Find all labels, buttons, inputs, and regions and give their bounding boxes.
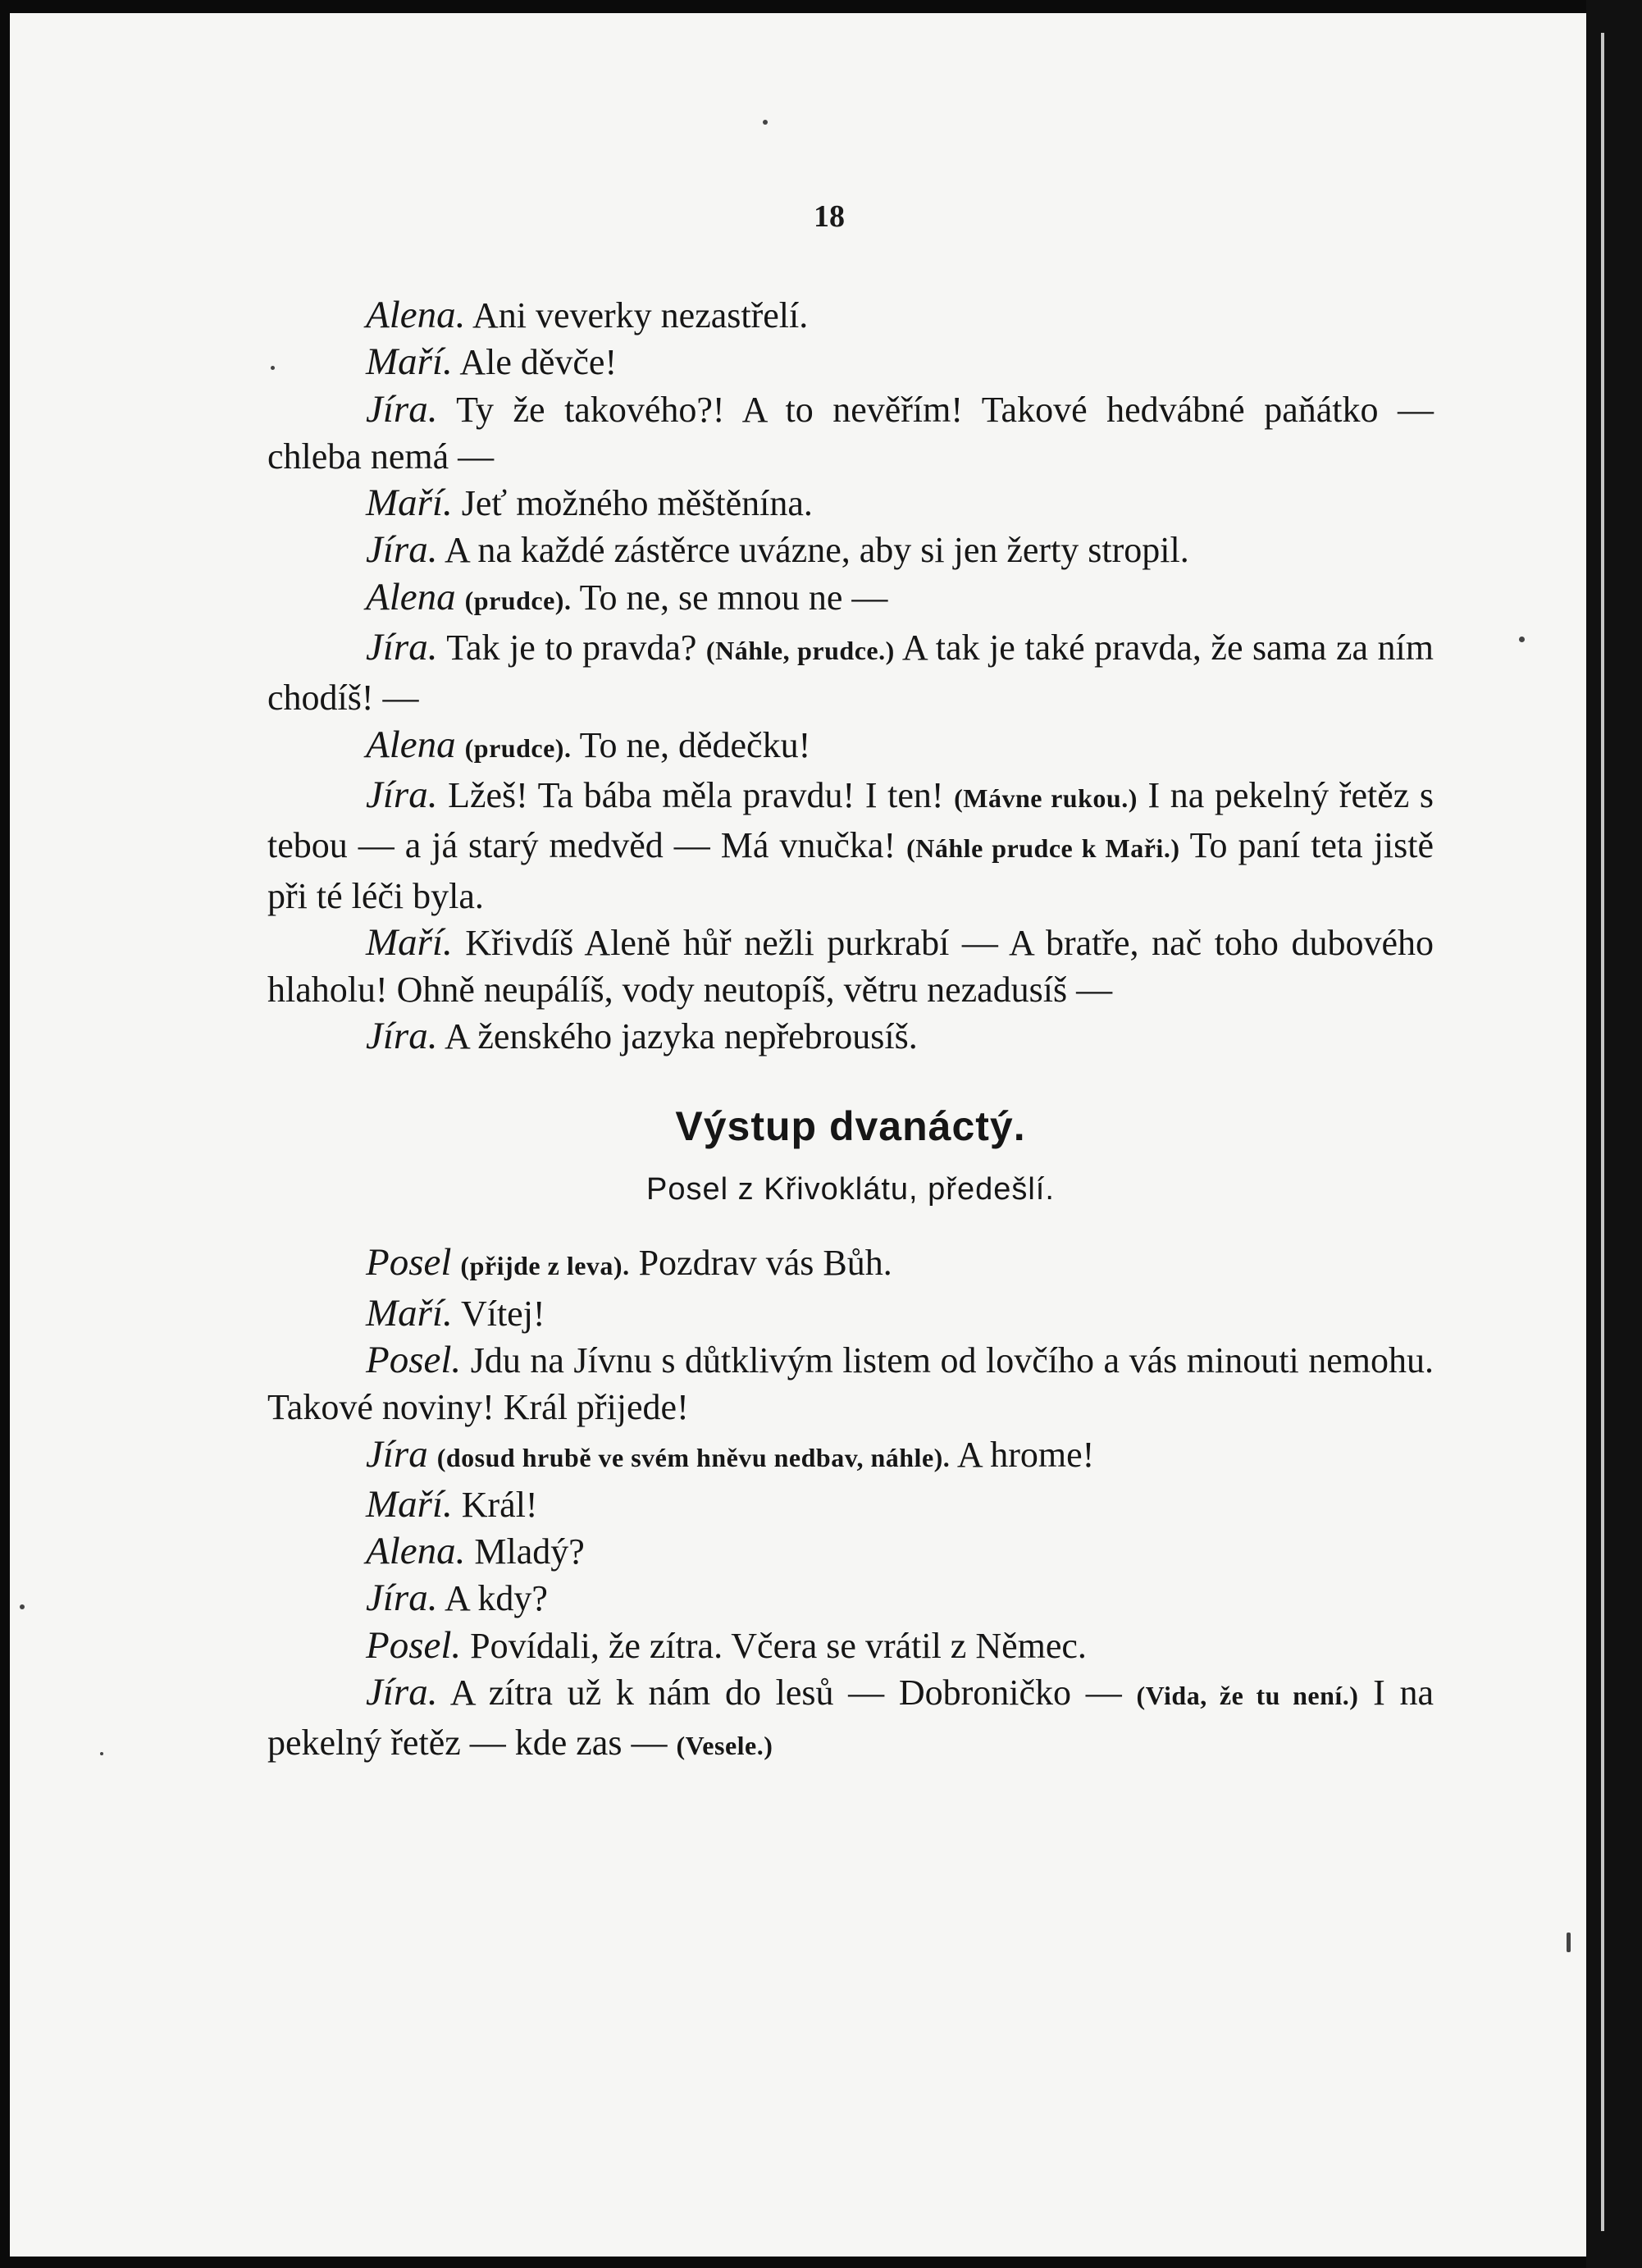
line-text: To ne, se mnou ne —: [571, 577, 888, 618]
speaker-name: Posel.: [366, 1338, 462, 1381]
dialogue-line: [267, 624, 1434, 722]
dialogue-line: [267, 772, 1434, 920]
dialogue-line: [267, 1290, 1434, 1337]
dialogue-line: [267, 1575, 1434, 1622]
dialogue-line: [267, 1013, 1434, 1060]
speaker-name: Jíra.: [366, 387, 438, 431]
line-text: Jeť možného měštěnína.: [452, 483, 813, 524]
dialogue-line: [267, 1239, 1434, 1289]
line-text: A na každé zástěrce uvázne, aby si jen žerty stropil.: [437, 530, 1189, 571]
dialogue-line: [267, 339, 1434, 386]
stage-direction: (prudce).: [464, 585, 572, 615]
line-text: A zítra už k nám do lesů — Dobroničko —: [437, 1672, 1122, 1714]
speaker-name: Jíra.: [366, 773, 438, 816]
print-speck: [1567, 1933, 1571, 1952]
line-text: Ale děvče!: [452, 342, 618, 383]
dialogue-line: [267, 1431, 1434, 1481]
page-edge-line: [1601, 33, 1604, 2231]
stage-direction: (Náhle, prudce.): [705, 636, 895, 666]
dialogue-line: [267, 574, 1434, 624]
line-text: Jdu na Jívnu s důtklivým listem od lovčího a vás minouti nemohu. Takové noviny! Král přijede!: [267, 1339, 1434, 1428]
dialogue-line: [267, 1669, 1434, 1770]
scene-characters: Posel z Křivoklátu, předešlí.: [646, 1172, 1055, 1207]
line-text: Ty že takového?! A to nevěřím! Takové hedvábné paňátko — chleba nemá —: [267, 389, 1434, 477]
line-text: Vítej!: [452, 1293, 545, 1334]
line-text: Král!: [452, 1484, 538, 1525]
line-text: A hrome!: [950, 1434, 1095, 1475]
line-text: A ženského jazyka nepřebrousíš.: [437, 1016, 918, 1057]
print-speck: [100, 1752, 103, 1755]
stage-direction: (Vida, že tu není.): [1136, 1681, 1359, 1711]
stage-direction: (Vesele.): [676, 1731, 773, 1761]
line-text: Mladý?: [465, 1531, 585, 1572]
speaker-name: Maří.: [366, 920, 453, 964]
line-text: I na pekelný řetěz s tebou — a já starý medvěd — Má vnučka!: [267, 774, 1434, 866]
stage-direction: (Náhle prudce k Maři.): [906, 833, 1180, 864]
scan-edge: [1586, 0, 1642, 2268]
line-text: Tak je to pravda?: [437, 627, 697, 669]
dialogue-line: [267, 386, 1434, 481]
speaker-name: Jíra.: [366, 1015, 438, 1058]
speaker-name: Alena.: [366, 294, 466, 336]
dialogue-line: [267, 527, 1434, 573]
line-text: Povídali, že zítra. Včera se vrátil z Němec.: [461, 1625, 1087, 1666]
page-number: 18: [814, 199, 845, 234]
speaker-name: Maří.: [366, 1482, 453, 1526]
line-text: A tak je také pravda, že sama za ním chodíš! —: [267, 627, 1434, 719]
line-text: Křivdíš Aleně hůř nežli purkrabí — A bratře, nač toho dubového hlaholu! Ohně neupálíš, vody neutopíš, větru nezadusíš —: [267, 922, 1434, 1011]
speaker-name: Jíra.: [366, 1577, 438, 1620]
speaker-name: Jíra.: [366, 528, 438, 572]
speaker-name: Posel.: [366, 1623, 462, 1667]
scene-heading: Výstup dvanáctý.: [675, 1102, 1026, 1149]
speaker-name: Posel: [366, 1241, 452, 1285]
print-speck: [20, 1604, 25, 1609]
dialogue-line: [267, 480, 1434, 527]
dialogue-line: [267, 722, 1434, 772]
line-text: A kdy?: [437, 1578, 548, 1619]
speaker-name: Maří.: [366, 340, 453, 384]
speaker-name: Maří.: [366, 1291, 453, 1335]
dialogue-line: [267, 1337, 1434, 1431]
speaker-name: Jíra.: [366, 1671, 438, 1714]
speaker-name: Maří.: [366, 481, 453, 525]
stage-direction: (prudce).: [464, 732, 572, 763]
speaker-name: Jíra: [366, 1432, 428, 1476]
print-speck: [1519, 637, 1525, 642]
print-speck: [763, 120, 768, 125]
speaker-name: Alena.: [366, 1530, 466, 1573]
page-text: [267, 292, 1434, 1770]
line-text: Pozdrav vás Bůh.: [629, 1243, 892, 1284]
speaker-name: Alena: [366, 575, 456, 618]
stage-direction: (přijde z leva).: [460, 1251, 630, 1281]
line-text: Ani veverky nezastřelí.: [465, 295, 809, 335]
line-text: Lžeš! Ta bába měla pravdu! I ten!: [437, 774, 944, 815]
dialogue-line: [267, 1528, 1434, 1575]
book-page: [10, 13, 1586, 2257]
dialogue-line: [267, 920, 1434, 1014]
stage-direction: (dosud hrubě ve svém hněvu nedbav, náhle).: [436, 1442, 951, 1472]
line-text: To ne, dědečku!: [571, 724, 811, 765]
line-text: I na pekelný řetěz — kde zas —: [267, 1672, 1434, 1764]
dialogue-line: [267, 292, 1434, 339]
speaker-name: Jíra.: [366, 626, 438, 669]
stage-direction: (Mávne rukou.): [954, 783, 1138, 813]
dialogue-line: [267, 1622, 1434, 1669]
line-text: To paní teta jistě při té léči byla.: [267, 825, 1434, 916]
dialogue-line: [267, 1481, 1434, 1528]
speaker-name: Alena: [366, 723, 456, 766]
